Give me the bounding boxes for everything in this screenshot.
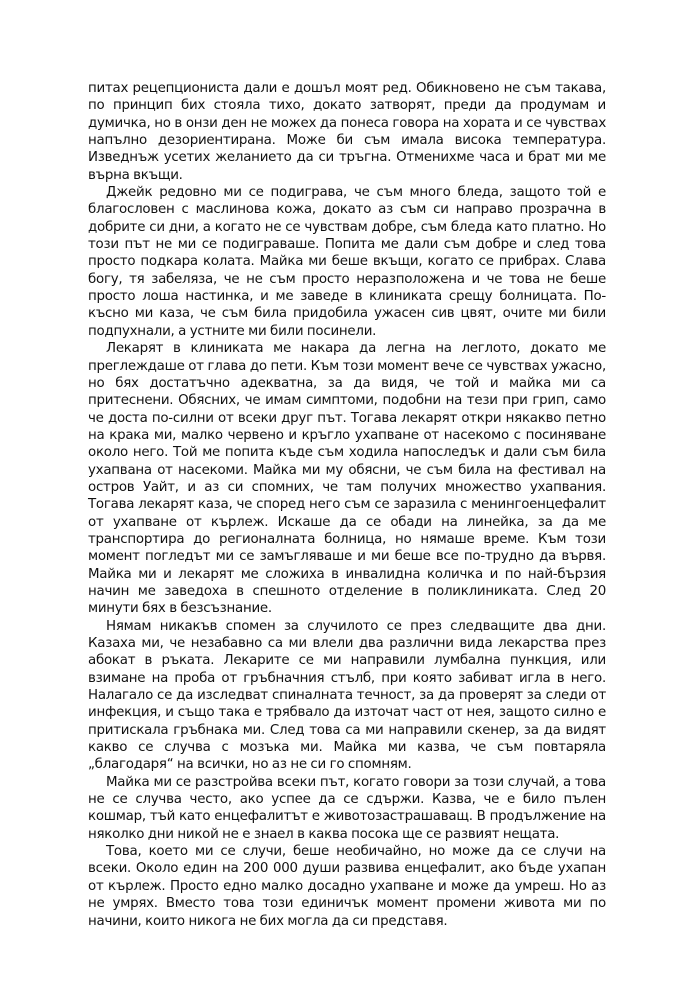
document-page	[88, 80, 606, 930]
paragraph-6: Това, което ми се случи, беше необичайно, но може да се случи на всеки. Около един на 200 000 души развива енцефалит, ако бъде ухапан от кърлеж. Просто едно малко досадно ухапване и може да умреш. Но аз не умрях. Вместо това този единичък момент промени живота ми по начини, които никога не бих могла да си представя.	[88, 844, 606, 929]
paragraph-3: Лекарят в клиниката ме накара да легна на леглото, докато ме преглеждаше от глава до пети. Към този момент вече се чувствах ужасно, но бях достатъчно адекватна, за да видя, че той и майка ми са притеснени. Обясних, че имам симптоми, подобни на тези при грип, само че доста по-силни от всеки друг път. Тогава лекарят откри някакво петно на крака ми, малко червено и кръгло ухапване от насекомо с посиняване около него. Той ме попита къде съм ходила напоследък и дали съм била ухапвана от насекоми. Майка ми му обясни, че съм била на фестивал на остров Уайт, и аз си спомних, че там получих множество ухапвания. Тогава лекарят каза, че според него съм се заразила с менингоенцефалит от ухапване от кърлеж. Искаше да се обади на линейка, за да ме транспортира до регионалната болница, но нямаше време. Към този момент погледът ми се замъгляваше и ми беше все по-трудно да вървя. Майка ми и лекарят ме сложиха в инвалидна количка и по най-бързия начин ме заведоха в спешното отделение в поликлиниката. След 20 минути бях в безсъзнание.	[88, 341, 606, 617]
paragraph-4: Нямам никакъв спомен за случилото се през следващите два дни. Казаха ми, че незабавно са ми влели два различни вида лекарства през абокат в ръката. Лекарите се ми направили лумбална пункция, или взимане на проба от гръбначния стълб, при която забиват игла в него. Налагало се да изследват спиналната течност, за да проверят за следи от инфекция, и също така е трябвало да източат част от нея, защото силно е притискала гръбнака ми. След това са ми направили скенер, за да видят какво се случва с мозъка ми. Майка ми казва, че съм повтаряла „благодаря“ на всички, но аз не си го спомням.	[88, 618, 606, 773]
paragraph-5: Майка ми се разстройва всеки път, когато говори за този случай, а това не се случва често, ако успее да се сдържи. Казва, че е било пълен кошмар, тъй като енцефалитът е животозастрашаващ. В продължение на няколко дни никой не е знаел в каква посока ще се развият нещата.	[88, 774, 606, 842]
paragraph-1: питах рецепциониста дали е дошъл моят ред. Обикновено не съм такава, по принцип бих стояла тихо, докато затворят, преди да продумам и думичка, но в онзи ден не можех да понеса говора на хората и се чувствах напълно дезориентирана. Може би съм имала висока температура. Изведнъж усетих желанието да си тръгна. Отменихме часа и брат ми ме върна вкъщи.	[88, 81, 606, 183]
paragraph-2: Джейк редовно ми се подиграва, че съм много бледа, защото той е благословен с маслинова кожа, докато аз съм си направо прозрачна в добрите си дни, а когато не се чувствам добре, съм бледа като платно. Но този път не ми се подиграваше. Попита ме дали съм добре и след това просто подкара колата. Майка ми беше вкъщи, когато се прибрах. Слава богу, тя забеляза, че не съм просто неразположена и че това не беше просто лоша настинка, и ме заведе в клиниката срещу болницата. По-късно ми каза, че съм била придобила ужасен сив цвят, очите ми били подпухнали, а устните ми били посинели.	[88, 185, 606, 339]
